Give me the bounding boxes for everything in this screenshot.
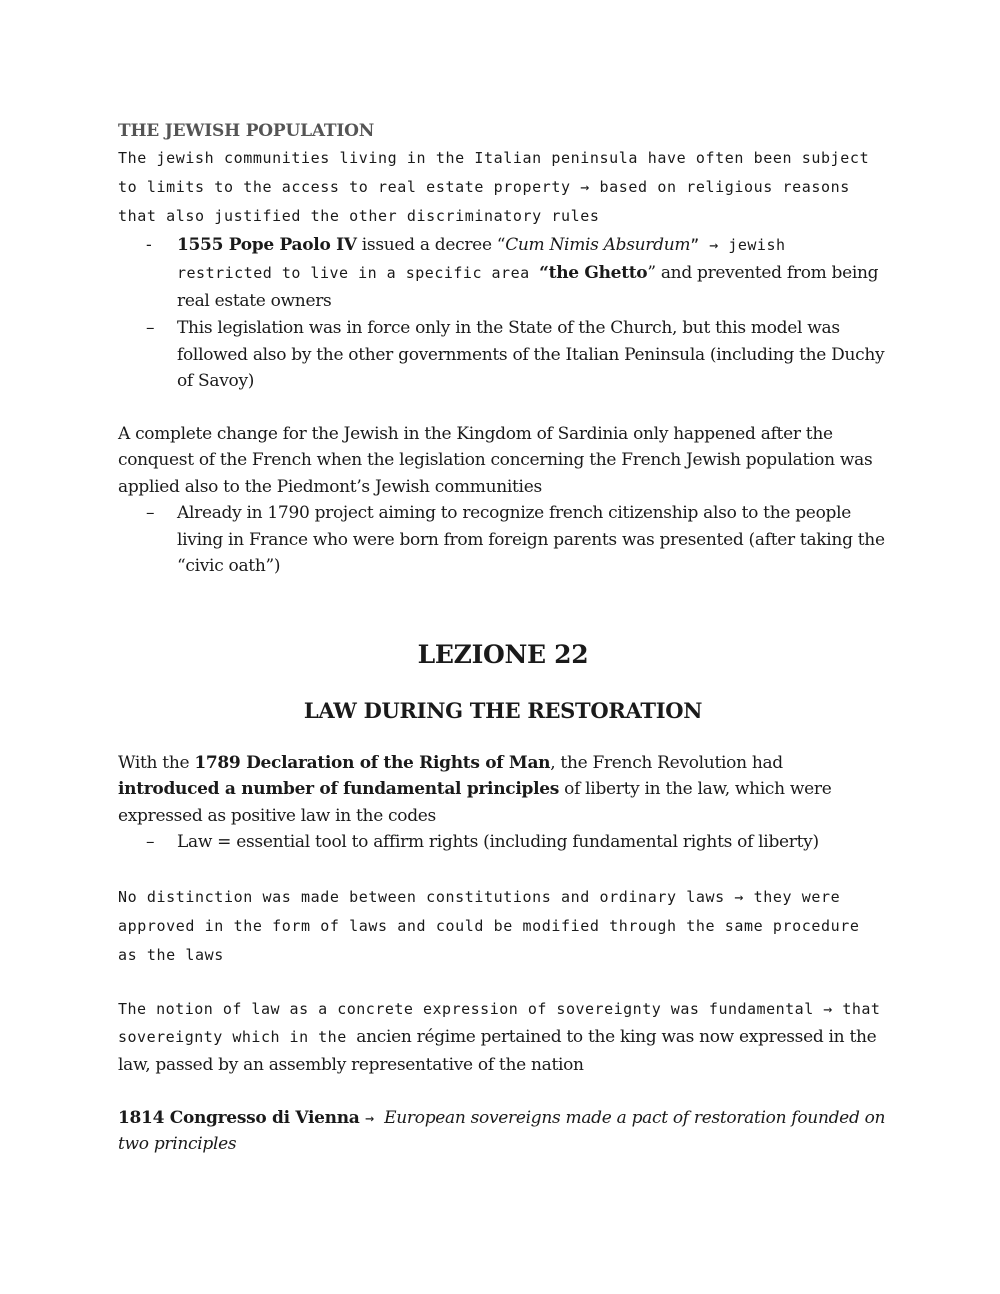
declaration-text-c: , the French Revolution had [550,752,783,773]
bullet-marker: – [146,832,155,852]
declaration-text-d: of liberty in the law, which were expressed as positive law in the codes [118,779,832,826]
list-item-pope-paolo [118,231,888,315]
jewish-bullet-list [118,231,888,395]
section-heading-jewish-population: THE JEWISH POPULATION [118,121,375,141]
1790-project-text: Already in 1790 project aiming to recognize french citizenship also to the people living in France who were born from foreign parents was presented (after taking the “civic oath”) [177,503,885,576]
lesson-subtitle: LAW DURING THE RESTORATION [303,697,703,723]
declaration-bold: 1789 Declaration of the Rights of Man [194,752,551,773]
sovereignty-paragraph [118,995,888,1079]
pope-paolo-bold: 1555 Pope Paolo IV [177,235,357,255]
bullet-marker: - [146,235,152,255]
vienna-bold: 1814 Congresso di Vienna [118,1107,366,1128]
bullet-marker: – [146,318,155,338]
complete-change-paragraph: A complete change for the Jewish in the Kingdom of Sardinia only happened after the conquest of the French when the legislation concerning the French Jewish population was applied also to the Piedmont’s Jewish communities [118,423,873,497]
declaration-text-a: With the [118,752,195,773]
no-distinction-paragraph: No distinction was made between constitutions and ordinary laws → they were approved in the form of laws and could be modified through the same procedure as the laws [118,887,860,964]
real-estate-text: ” and prevented from being real estate owners [177,263,879,311]
restricted-mono-text: ” → jewish restricted to live in a specific area [177,236,786,282]
ghetto-bold: “the Ghetto [539,263,648,283]
decree-text: issued a decree “ [356,235,506,255]
declaration-paragraph [118,750,888,830]
law-bullet-list [118,829,888,856]
list-item-law-tool [118,829,888,856]
sovereignty-serif-text: ancien régime pertained to the king was now expressed in the law, passed by an assembly representative of the nation [118,1026,877,1075]
decree-title-italic: Cum Nimis Absurdum [505,235,691,255]
vienna-arrow: → [365,1108,385,1127]
list-item-legislation [118,315,888,395]
jewish-communities-paragraph: The jewish communities living in the Italian peninsula have often been subject to limits to the access to real estate property → based on religious reasons that also justified the other discriminatory rules [118,149,870,225]
sovereignty-mono-text: The notion of law as a concrete expression of sovereignty was fundamental → that sovereignty which in the [118,999,881,1046]
document-page [118,118,888,1158]
citizenship-bullet-list [118,500,888,580]
list-item-1790-project [118,500,888,580]
principles-bold: introduced a number of fundamental principles [118,779,560,799]
vienna-italic: European sovereigns made a pact of restoration founded on two principles [118,1107,886,1154]
legislation-text: This legislation was in force only in the State of the Church, but this model was followed also by the other governments of the Italian Peninsula (including the Duchy of Savoy) [177,318,885,391]
law-tool-text: Law = essential tool to affirm rights (including fundamental rights of liberty) [177,832,819,852]
bullet-marker: – [146,503,155,523]
vienna-paragraph [118,1105,888,1158]
lesson-title: LEZIONE 22 [417,639,589,669]
